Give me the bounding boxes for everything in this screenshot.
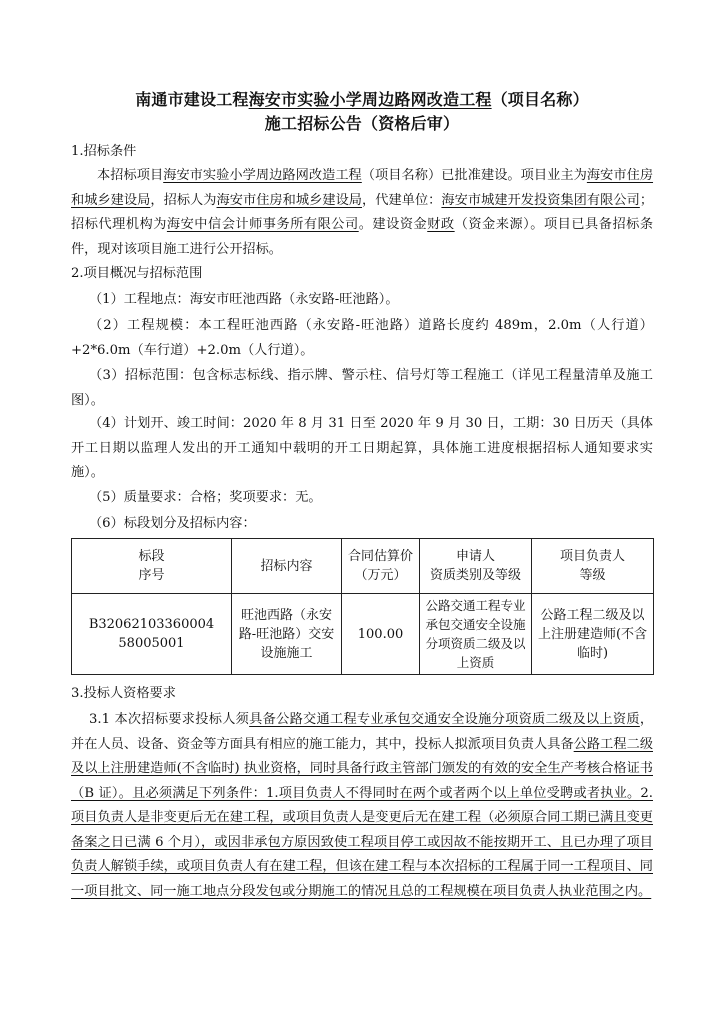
lot-division-heading: （6）标段划分及招标内容： xyxy=(89,516,256,531)
header-manager-level xyxy=(532,539,654,594)
section-1-heading: 1.招标条件 xyxy=(71,144,137,159)
text: ，招标人为 xyxy=(150,192,217,208)
text: （项目名称）已批准建设。项目业主为 xyxy=(361,168,587,183)
project-owner: 海安市住房和城乡建设局 xyxy=(71,168,654,208)
document-title-line1 xyxy=(60,90,664,110)
text: 。建设资金 xyxy=(358,217,428,232)
lot-table xyxy=(71,538,654,675)
document-title-line2: 施工招标公告（资格后审） xyxy=(264,114,460,133)
cell-manager: 公路工程二级及以上注册建造师(不含临时) xyxy=(532,594,654,675)
table-row xyxy=(72,594,654,675)
header-text: 标段 xyxy=(138,549,165,564)
bidder-qualification-paragraph xyxy=(71,708,653,904)
title-prefix: 南通市建设工程 xyxy=(135,90,249,109)
quality-requirement: （5）质量要求：合格；奖项要求：无。 xyxy=(89,490,322,505)
section-1-paragraph xyxy=(71,164,653,262)
title-suffix: （项目名称） xyxy=(491,90,589,109)
required-qualification: 具备公路交通工程专业承包交通安全设施分项资质二级及以上资质 xyxy=(249,712,640,727)
cell-lot-code: B3206210336000458005001 xyxy=(72,594,232,675)
header-text: 序号 xyxy=(138,568,165,583)
text: 3.1 本次招标要求投标人须 xyxy=(89,712,250,727)
cell-content: 旺池西路（永安路-旺池路）交安设施施工 xyxy=(232,594,342,675)
text: ，并在人员、设备、资金等方面具有相应的施工能力，其中，投标人拟派项目负责人具备 xyxy=(71,712,653,752)
cell-qualification: 公路交通工程专业承包交通安全设施分项资质二级及以上资质 xyxy=(420,594,532,675)
header-estimated-price xyxy=(342,539,420,594)
header-text: 等级 xyxy=(579,568,606,583)
section-2-heading: 2.项目概况与招标范围 xyxy=(71,266,203,281)
tender-agency: 海安中信会计师事务所有限公司 xyxy=(166,217,359,232)
header-content: 招标内容 xyxy=(232,539,342,594)
agent-builder: 海安市城建开发投资集团有限公司 xyxy=(441,192,640,208)
fund-source: 财政 xyxy=(427,217,455,232)
text: 本招标项目 xyxy=(97,168,164,183)
header-text: 项目负责人 xyxy=(559,549,625,564)
header-qualification xyxy=(420,539,532,594)
table-header-row xyxy=(72,539,654,594)
tender-scope: （3）招标范围：包含标志标线、指示牌、警示柱、信号灯等工程施工（详见工程量清单及施工图）。 xyxy=(71,368,653,408)
project-location: （1）工程地点：海安市旺池西路（永安路-旺池路）。 xyxy=(89,292,399,307)
title-project-name: 海安市实验小学周边路网改造工程 xyxy=(248,90,492,109)
text: （资金来源）。项目已具备招标条件，现对该项目施工进行公开招标。 xyxy=(71,217,654,257)
tenderer: 海安市住房和城乡建设局 xyxy=(216,192,363,208)
section-3-heading: 3.投标人资格要求 xyxy=(71,686,176,701)
cell-price: 100.00 xyxy=(342,594,420,675)
manager-requirements: 公路工程二级及以上注册建造师(不含临时) 执业资格，同时具备行政主管部门颁发的有效的安全生产考核合格证书（B 证）。且必须满足下列条件：1.项目负责人不得同时在两个或者两个以上单位受聘或者执业。2.项目负责人是非变更后无在建工程，或项目负责人是变更后无在建工程（必须原合同工期已满且变更备案之日已满 6 个月），或因非承包方原因致使工程项目停工或因故不能按期开工、且已办理了项目负责人解锁手续，或项目负责人有在建工程，但该在建工程与本次招标的工程属于同一工程项目、同一项目批文、同一施工地点分段发包或分期施工的情况且总的工程规模在项目负责人执业范围之内。 xyxy=(71,736,653,899)
text: ，代建单位： xyxy=(362,192,442,208)
construction-schedule: （4）计划开、竣工时间：2020 年 8 月 31 日至 2020 年 9 月 30 日，工期：30 日历天（具体开工日期以监理人发出的开工通知中载明的开工日期起算，具体施工进度根据招标人通知要求实施）。 xyxy=(71,416,653,480)
text: ；招标代理机构为 xyxy=(71,192,654,232)
header-text: 申请人 xyxy=(455,549,495,564)
header-text: 资质类别及等级 xyxy=(429,568,521,583)
project-scale: （2）工程规模：本工程旺池西路（永安路-旺池路）道路长度约 489m，2.0m（人行道）+2*6.0m（车行道）+2.0m（人行道）。 xyxy=(71,318,653,358)
project-name: 海安市实验小学周边路网改造工程 xyxy=(163,168,362,183)
header-text: （万元） xyxy=(354,568,407,583)
header-text: 合同估算价 xyxy=(347,549,413,564)
header-lot-number xyxy=(72,539,232,594)
